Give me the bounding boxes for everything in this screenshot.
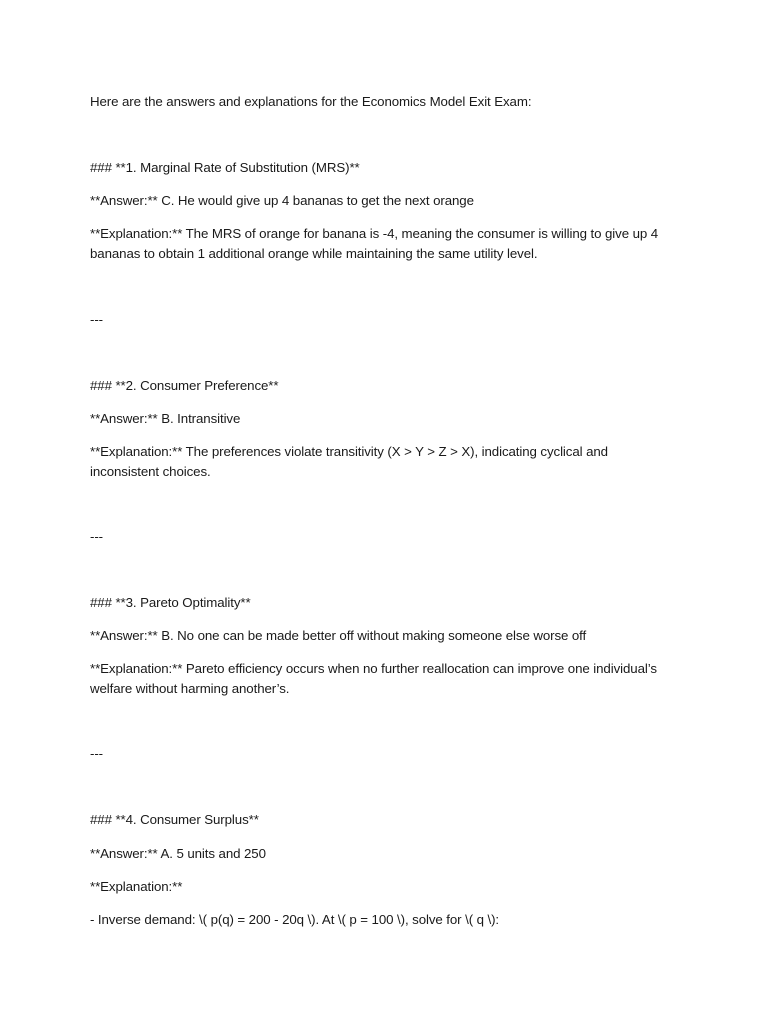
intro-text: Here are the answers and explanations for the Economics Model Exit Exam:: [90, 94, 532, 109]
section-explanation-2: **Explanation:** The preferences violate transitivity (X > Y > Z > X), indicating cyclical and inconsistent choices.: [90, 444, 608, 479]
section-explanation-1: **Explanation:** The MRS of orange for banana is -4, meaning the consumer is willing to give up 4 bananas to obtain 1 additional orange while maintaining the same utility level.: [90, 226, 659, 261]
separator-2: ---: [90, 529, 103, 544]
section-heading-2: ### **2. Consumer Preference**: [90, 378, 279, 393]
separator-3: ---: [90, 746, 103, 761]
section-bullet-4: - Inverse demand: \( p(q) = 200 - 20q \). At \( p = 100 \), solve for \( q \):: [90, 912, 500, 927]
section-explanation-4: **Explanation:**: [90, 879, 183, 894]
section-explanation-3: **Explanation:** Pareto efficiency occurs when no further reallocation can improve one individual’s welfare without harming another’s.: [90, 661, 657, 696]
section-answer-2: **Answer:** B. Intransitive: [90, 411, 241, 426]
section-heading-1: ### **1. Marginal Rate of Substitution (MRS)**: [90, 160, 360, 175]
section-answer-1: **Answer:** C. He would give up 4 bananas to get the next orange: [90, 193, 474, 208]
section-heading-3: ### **3. Pareto Optimality**: [90, 595, 251, 610]
separator-1: ---: [90, 312, 103, 327]
section-answer-3: **Answer:** B. No one can be made better off without making someone else worse off: [90, 628, 587, 643]
section-answer-4: **Answer:** A. 5 units and 250: [90, 846, 266, 861]
section-heading-4: ### **4. Consumer Surplus**: [90, 812, 259, 827]
